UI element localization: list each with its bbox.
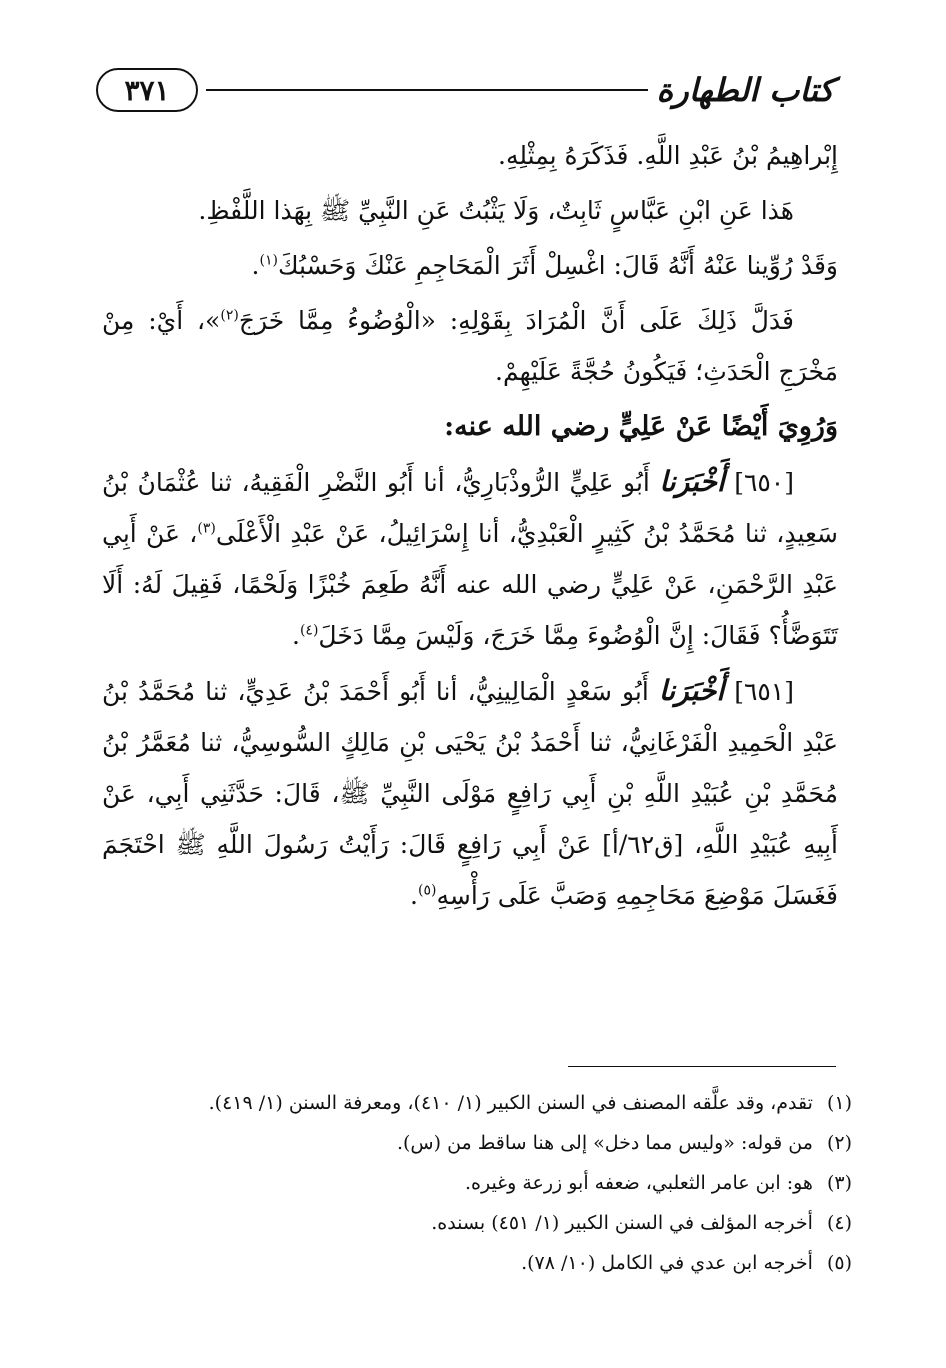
- hadith-650-end: .: [291, 621, 300, 650]
- footnote-text: أخرجه ابن عدي في الكامل (١٠/ ٧٨).: [521, 1252, 813, 1274]
- footnote-4: [110, 1203, 852, 1243]
- section-heading: وَرُوِيَ أَيْضًا عَنْ عَلِيٍّ رضي الله عنه:: [444, 411, 838, 442]
- footnote-ref-4[interactable]: (٤): [299, 622, 319, 639]
- hadith-650-number: [٦٥٠]: [734, 468, 795, 497]
- paragraph-3: [102, 240, 838, 291]
- hadith-651-number: [٦٥١]: [734, 677, 795, 706]
- footnote-text: أخرجه المؤلف في السنن الكبير (١/ ٤٥١) بسنده.: [431, 1212, 813, 1234]
- footnote-number: (٥): [826, 1252, 852, 1274]
- paragraph-4-text-a: فَدَلَّ ذَلِكَ عَلَى أَنَّ الْمُرَادَ بِقَوْلِهِ: «الْوُضُوءُ مِمَّا خَرَجَ: [238, 306, 794, 335]
- paragraph-3-text: وَقَدْ رُوِّينا عَنْهُ أَنَّهُ قَالَ: اغْسِلْ أَثَرَ الْمَحَاجِمِ عَنْكَ وَحَسْبُكَ: [277, 251, 838, 280]
- footnote-text: هو: ابن عامر الثعلبي، ضعفه أبو زرعة وغيره.: [464, 1172, 813, 1194]
- footnote-3: [110, 1163, 852, 1203]
- book-title: كتاب الطهارة: [656, 71, 834, 109]
- footnote-number: (٣): [826, 1172, 852, 1194]
- footnote-number: (٢): [826, 1132, 852, 1154]
- hadith-650-text-a: أَبُو عَلِيٍّ الرُّوذْبَارِيُّ، أنا أَبُو النَّضْرِ الْفَقِيهُ، ثنا عُثْمَانُ بْنُ سَعِيدٍ، ثنا مُحَمَّدُ بْنُ كَثِيرٍ الْعَبْدِيُّ، أنا إِسْرَائِيلُ، عَنْ عَبْدِ الْأَعْلَى: [102, 468, 838, 548]
- footnote-2: [110, 1123, 852, 1163]
- footnote-separator: [568, 1066, 836, 1067]
- paragraph-2: [102, 185, 838, 236]
- hadith-651-end: .: [410, 881, 418, 910]
- main-text: [102, 130, 838, 925]
- paragraph-1: [102, 130, 838, 181]
- paragraph-1-text: إِبْراهِيمُ بْنُ عَبْدِ اللَّهِ. فَذَكَرَهُ بِمِثْلِهِ.: [498, 141, 838, 170]
- paragraph-3-end: .: [251, 251, 260, 280]
- footnote-ref-3[interactable]: (٣): [197, 520, 216, 537]
- hadith-650: [102, 456, 838, 661]
- page-header: [96, 62, 834, 118]
- footnote-text: تقدم، وقد علَّقه المصنف في السنن الكبير (١/ ٤١٠)، ومعرفة السنن (١/ ٤١٩).: [208, 1092, 813, 1114]
- page-number: ٣٧١: [96, 68, 198, 112]
- hadith-651-akhbarana: أَخْبَرَنا: [658, 674, 725, 707]
- footnote-ref-1[interactable]: (١): [259, 252, 278, 269]
- footnote-number: (١): [826, 1092, 852, 1114]
- footnotes: [110, 1083, 852, 1283]
- header-rule: [206, 89, 648, 91]
- hadith-650-text-b: ، عَنْ أَبِي عَبْدِ الرَّحْمَنِ، عَنْ عَلِيٍّ رضي الله عنه أَنَّهُ طَعِمَ خُبْزًا وَلَحْمًا، فَقِيلَ لَهُ: أَلَا تَتَوَضَّأُ؟ فَقَالَ: إِنَّ الْوُضُوءَ مِمَّا خَرَجَ، وَلَيْسَ مِمَّا دَخَلَ: [102, 519, 838, 650]
- paragraph-4-text-b: »، أَيْ: مِنْ مَخْرَجِ الْحَدَثِ؛ فَيَكُونُ حُجَّةً عَلَيْهِمْ.: [102, 306, 838, 386]
- footnote-1: [110, 1083, 852, 1123]
- hadith-651: [102, 665, 838, 921]
- paragraph-2-text: هَذا عَنِ ابْنِ عَبَّاسٍ ثَابِتٌ، وَلَا يَثْبُتُ عَنِ النَّبِيِّ ﷺ بِهَذا اللَّفْظِ.: [198, 196, 794, 225]
- footnote-ref-2[interactable]: (٢): [220, 307, 239, 324]
- hadith-650-akhbarana: أَخْبَرَنا: [659, 465, 725, 498]
- footnote-text: من قوله: «وليس مما دخل» إلى هنا ساقط من (س).: [396, 1132, 813, 1154]
- hadith-651-text: أَبُو سَعْدٍ الْمَالِينِيُّ، أنا أَبُو أَحْمَدَ بْنُ عَدِيٍّ، ثنا مُحَمَّدُ بْنُ عَبْدِ الْحَمِيدِ الْفَرْغَانِيُّ، ثنا أَحْمَدُ بْنُ يَحْيَى بْنِ مَالِكٍ السُّوسِيُّ، ثنا مُعَمَّرُ بْنُ مُحَمَّدِ بْنِ عُبَيْدِ اللَّهِ بْنِ أَبِي رَافِعٍ مَوْلَى النَّبِيِّ ﷺ، قَالَ: حَدَّثَنِي أَبِي، عَنْ أَبِيهِ عُبَيْدِ اللَّهِ، [ق٦٢/أ] عَنْ أَبِي رَافِعٍ قَالَ: رَأَيْتُ رَسُولَ اللَّهِ ﷺ احْتَجَمَ فَغَسَلَ مَوْضِعَ مَحَاجِمِهِ وَصَبَّ عَلَى رَأْسِهِ: [102, 677, 838, 910]
- paragraph-4: [102, 295, 838, 397]
- footnote-5: [110, 1243, 852, 1283]
- footnote-ref-5[interactable]: (٥): [418, 882, 437, 899]
- footnote-number: (٤): [826, 1212, 852, 1234]
